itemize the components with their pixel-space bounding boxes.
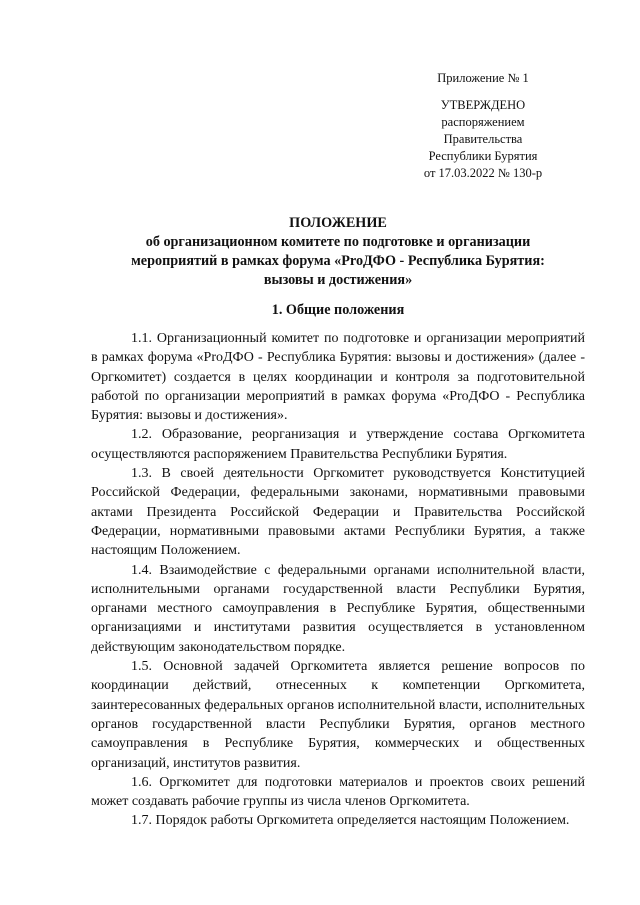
section-heading: 1. Общие положения	[271, 302, 405, 318]
paragraph: 1.5. Основной задачей Оргкомитета является решение вопросов по координации действий, отнесенных к компетенции Оргкомитета, заинтересованных федеральных органов исполнительной власти, исполнительных органов государственной власти Республики Бурятия, органов местного самоуправления в Республике Бурятия, коммерческих и общественных организаций, институтов развития.	[91, 659, 585, 771]
paragraph: 1.1. Организационный комитет по подготовке и организации мероприятий в рамках форума «ProДФО - Республика Бурятия: вызовы и достижения» (далее - Оргкомитет) создается в целях координации и контроля за подготовительной работой по организации мероприятий в рамках форума «ProДФО - Республика Бурятия: вызовы и достижения».	[91, 331, 585, 424]
paragraph: 1.7. Порядок работы Оргкомитета определяется настоящим Положением.	[131, 813, 570, 829]
title-line: мероприятий в рамках форума «ProДФО - Республика Бурятия:	[131, 253, 545, 269]
approved-label: УТВЕРЖДЕНО	[440, 98, 526, 112]
paragraph: 1.2. Образование, реорганизация и утверждение состава Оргкомитета осуществляются распоряжением Правительства Республики Бурятия.	[91, 427, 585, 462]
title-heading: ПОЛОЖЕНИЕ	[289, 215, 387, 231]
section-body	[91, 329, 585, 831]
title-line: об организационном комитете по подготовке и организации	[145, 234, 531, 250]
document-title	[70, 214, 606, 290]
approval-date-number: от 17.03.2022 № 130-р	[423, 166, 543, 180]
paragraph: 1.6. Оргкомитет для подготовки материалов и проектов своих решений может создавать рабочие группы из числа членов Оргкомитета.	[91, 774, 585, 810]
approval-stamp	[403, 70, 563, 182]
approved-by-line: распоряжением Правительства	[441, 115, 525, 146]
appendix-label: Приложение № 1	[437, 71, 529, 85]
paragraph: 1.3. В своей деятельности Оргкомитет руководствуется Конституцией Российской Федерации, федеральными законами, нормативными правовыми актами Президента Российской Федерации и Правительства Российской Федерации, нормативными правовыми актами Республики Бурятия, а также настоящим Положением.	[91, 466, 585, 559]
title-line: вызовы и достижения»	[263, 272, 413, 288]
approved-by-line: Республики Бурятия	[428, 149, 538, 163]
paragraph: 1.4. Взаимодействие с федеральными органами исполнительной власти, исполнительными органами государственной власти Республики Бурятия, органами местного самоуправления в Республике Бурятия, общественными организациями и институтами развития осуществляется в установленном действующим законодательством порядке.	[91, 562, 585, 655]
